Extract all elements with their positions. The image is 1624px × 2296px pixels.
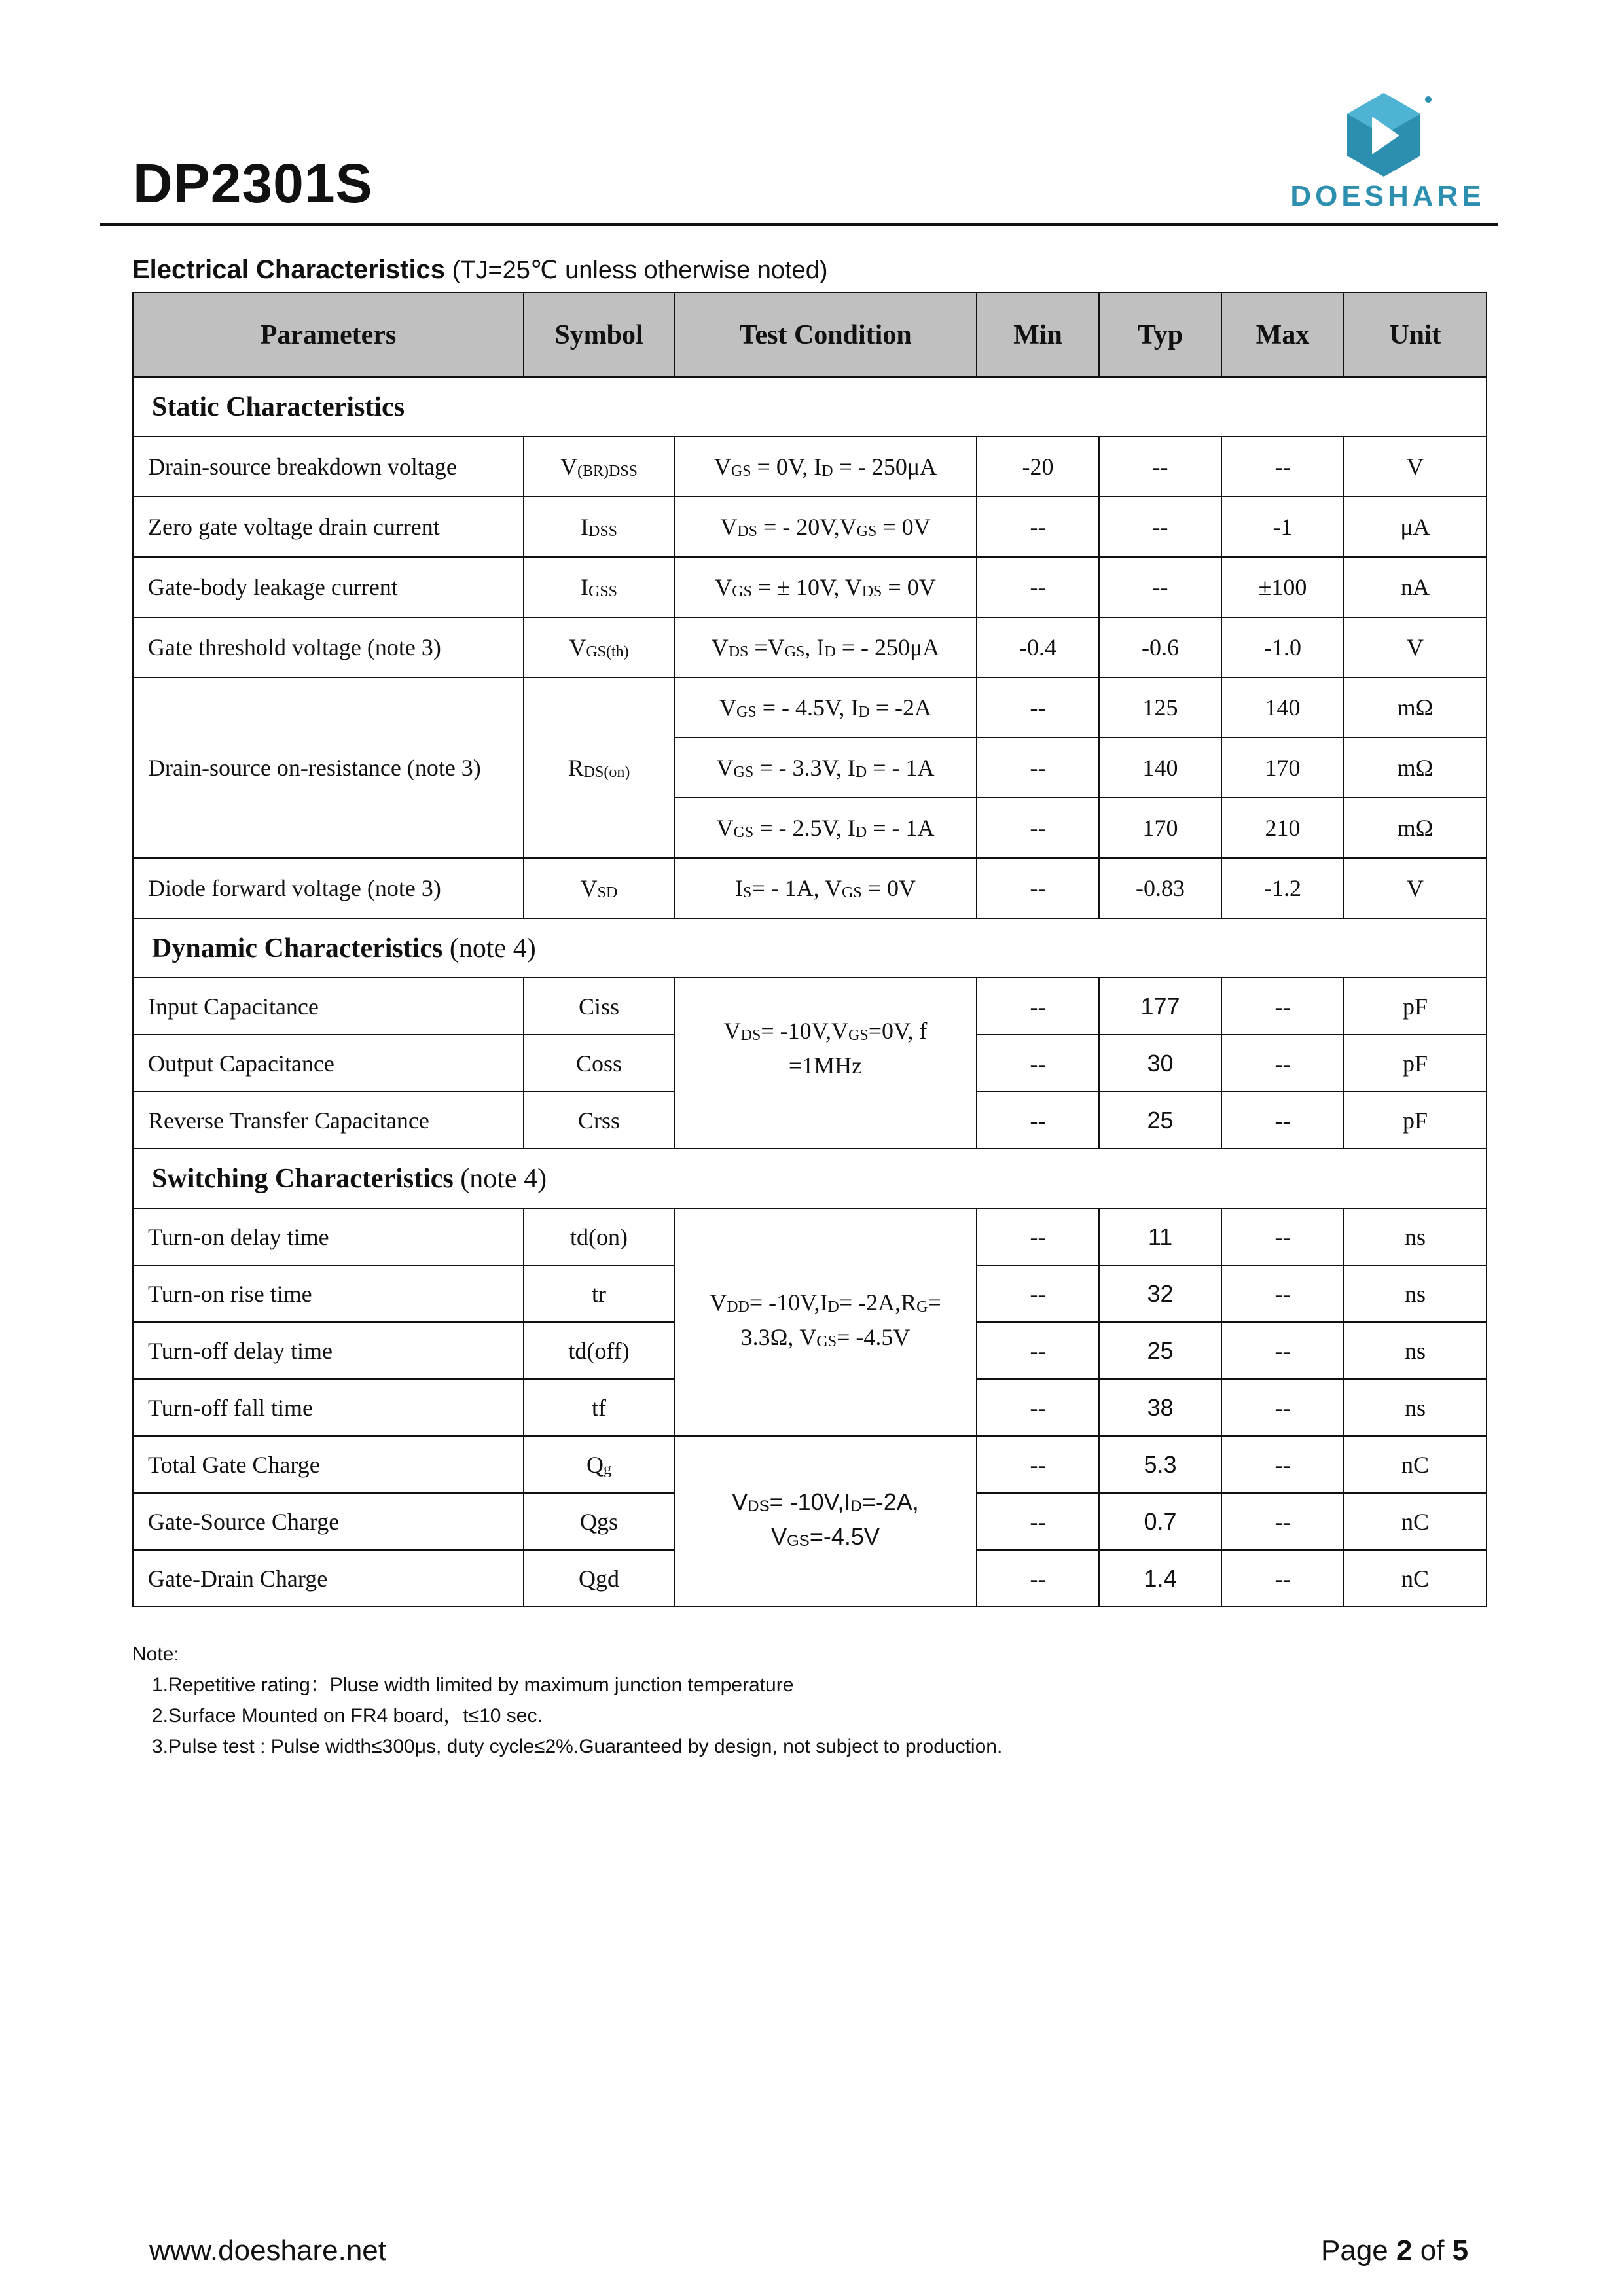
min-cell: -- (977, 497, 1099, 557)
section-row-switching (133, 1149, 1487, 1208)
param-cell: Gate-Source Charge (133, 1493, 524, 1550)
section-row-dynamic (133, 918, 1487, 978)
param-cell: Turn-off fall time (133, 1379, 524, 1436)
unit-cell: V (1344, 858, 1487, 918)
table-row (133, 1436, 1487, 1493)
max-cell: -1 (1221, 497, 1344, 557)
unit-cell: mΩ (1344, 798, 1487, 858)
unit-cell: nC (1344, 1550, 1487, 1607)
typ-cell: 0.7 (1099, 1493, 1221, 1550)
table-row (133, 437, 1487, 497)
typ-cell: 25 (1099, 1092, 1221, 1149)
header-parameters: Parameters (133, 293, 524, 377)
condition-cell: $V_{DS} =V_{GS}$, $I_D$ = - 250μA (674, 617, 977, 677)
symbol-cell: $Q_g$ (524, 1436, 674, 1493)
dynamic-title: Dynamic Characteristics (152, 933, 443, 963)
unit-cell: V (1344, 617, 1487, 677)
notes-title: Note: (132, 1643, 179, 1665)
unit-cell: pF (1344, 978, 1487, 1035)
symbol-cell: $I_{DSS}$ (524, 497, 674, 557)
condition-cell: $V_{GS}$ = ± 10V, $V_{DS} = 0V$ (674, 557, 977, 617)
section-condition: (TJ=25℃ unless otherwise noted) (452, 257, 828, 284)
condition-cell: $V_{GS}$ = - 4.5V, $I_D = -2A$ (674, 677, 977, 738)
condition-cell: $V_{DS}$ = - $20V,V_{GS} = 0V$ (674, 497, 977, 557)
typ-cell: 125 (1099, 677, 1221, 738)
header-unit: Unit (1344, 293, 1487, 377)
table-row (133, 978, 1487, 1035)
header-typ: Typ (1099, 293, 1221, 377)
typ-cell: 38 (1099, 1379, 1221, 1436)
section-title: Electrical Characteristics (132, 255, 446, 284)
static-title: Static Characteristics (152, 391, 405, 422)
condition-cell: $V_{GS} = 0V$, $I_D$ = - 250μA (674, 437, 977, 497)
table-row (133, 617, 1487, 677)
max-cell: -- (1221, 1092, 1344, 1149)
footer-website-link[interactable]: www.doeshare.net (149, 2234, 386, 2267)
min-cell: -- (977, 1379, 1099, 1436)
param-cell: Turn-on rise time (133, 1265, 524, 1322)
max-cell: -- (1221, 978, 1344, 1035)
unit-cell: V (1344, 437, 1487, 497)
max-cell: ±100 (1221, 557, 1344, 617)
unit-cell: nC (1344, 1493, 1487, 1550)
symbol-cell: $V_{GS(th)}$ (524, 617, 674, 677)
min-cell: -- (977, 738, 1099, 798)
typ-cell: 177 (1099, 978, 1221, 1035)
header-symbol: Symbol (524, 293, 674, 377)
max-cell: -1.0 (1221, 617, 1344, 677)
table-row (133, 1208, 1487, 1265)
symbol-cell: tr (524, 1265, 674, 1322)
page-current: 2 (1396, 2234, 1413, 2267)
doeshare-logo-icon (1342, 90, 1434, 182)
unit-cell: nA (1344, 557, 1487, 617)
typ-cell: 32 (1099, 1265, 1221, 1322)
param-cell: Turn-on delay time (133, 1208, 524, 1265)
symbol-cell: td(off) (524, 1322, 674, 1379)
typ-cell: 25 (1099, 1322, 1221, 1379)
notes-block (132, 1639, 1002, 1762)
typ-cell: 11 (1099, 1208, 1221, 1265)
min-cell: -- (977, 1092, 1099, 1149)
unit-cell: pF (1344, 1092, 1487, 1149)
min-cell: -- (977, 1322, 1099, 1379)
header-max: Max (1221, 293, 1344, 377)
max-cell: -- (1221, 1265, 1344, 1322)
note-item: 1.Repetitive rating：Pluse width limited by maximum junction temperature (152, 1674, 794, 1696)
symbol-cell: $V_{(BR)DSS}$ (524, 437, 674, 497)
min-cell: -- (977, 557, 1099, 617)
min-cell: -- (977, 1208, 1099, 1265)
param-cell: Gate-body leakage current (133, 557, 524, 617)
param-cell: Output Capacitance (133, 1035, 524, 1092)
page-of: of (1420, 2234, 1445, 2267)
symbol-cell: $I_{GSS}$ (524, 557, 674, 617)
max-cell: 170 (1221, 738, 1344, 798)
min-cell: -- (977, 858, 1099, 918)
footer-page-number (1321, 2234, 1468, 2267)
min-cell: -- (977, 1265, 1099, 1322)
typ-cell: 1.4 (1099, 1550, 1221, 1607)
min-cell: -- (977, 677, 1099, 738)
min-cell: -- (977, 1550, 1099, 1607)
typ-cell: 170 (1099, 798, 1221, 858)
table-header-row (133, 293, 1487, 377)
min-cell: -- (977, 1436, 1099, 1493)
electrical-characteristics-table (132, 292, 1487, 1607)
condition-cell: $V_{DS}= -10V,V_{GS}=0V$, f =1MHz (674, 978, 977, 1149)
max-cell: -- (1221, 437, 1344, 497)
unit-cell: mΩ (1344, 738, 1487, 798)
brand-name: DOESHARE (1290, 180, 1485, 212)
symbol-cell: $R_{DS(on)}$ (524, 677, 674, 858)
unit-cell: ns (1344, 1322, 1487, 1379)
unit-cell: ns (1344, 1379, 1487, 1436)
dynamic-note: (note 4) (449, 933, 536, 963)
switching-note: (note 4) (460, 1163, 547, 1194)
symbol-cell: $V_{SD}$ (524, 858, 674, 918)
table-row (133, 858, 1487, 918)
symbol-cell: Qgd (524, 1550, 674, 1607)
typ-cell: -0.6 (1099, 617, 1221, 677)
param-cell: Diode forward voltage (note 3) (133, 858, 524, 918)
max-cell: -- (1221, 1208, 1344, 1265)
param-cell: Turn-off delay time (133, 1322, 524, 1379)
param-cell: Drain-source breakdown voltage (133, 437, 524, 497)
max-cell: -- (1221, 1493, 1344, 1550)
min-cell: -0.4 (977, 617, 1099, 677)
switching-title: Switching Characteristics (152, 1163, 454, 1194)
unit-cell: nC (1344, 1436, 1487, 1493)
max-cell: -- (1221, 1379, 1344, 1436)
header-divider (100, 223, 1498, 226)
symbol-cell: Qgs (524, 1493, 674, 1550)
max-cell: -- (1221, 1550, 1344, 1607)
page-label: Page (1321, 2234, 1388, 2267)
brand-logo (1276, 85, 1499, 216)
condition-cell: $V_{DS}= -10V,I_D=-2A$, $V_{GS}=-4.5V$ (674, 1436, 977, 1607)
param-cell: Gate threshold voltage (note 3) (133, 617, 524, 677)
typ-cell: 140 (1099, 738, 1221, 798)
condition-cell: $V_{DD}= -10V,I_D= -2A,R_G=$ 3.3Ω, $V_{GS}= -4.5V$ (674, 1208, 977, 1436)
unit-cell: ns (1344, 1208, 1487, 1265)
param-cell: Reverse Transfer Capacitance (133, 1092, 524, 1149)
symbol-cell: Crss (524, 1092, 674, 1149)
max-cell: -- (1221, 1322, 1344, 1379)
header-min: Min (977, 293, 1099, 377)
max-cell: -1.2 (1221, 858, 1344, 918)
note-item: 3.Pulse test : Pulse width≤300μs, duty cycle≤2%.Guaranteed by design, not subject to production. (152, 1736, 1003, 1757)
max-cell: -- (1221, 1436, 1344, 1493)
typ-cell: -- (1099, 437, 1221, 497)
typ-cell: -0.83 (1099, 858, 1221, 918)
param-cell: Total Gate Charge (133, 1436, 524, 1493)
symbol-cell: Ciss (524, 978, 674, 1035)
typ-cell: 30 (1099, 1035, 1221, 1092)
symbol-cell: Coss (524, 1035, 674, 1092)
condition-cell: $I_S= - 1A$, $V_{GS} = 0V$ (674, 858, 977, 918)
typ-cell: -- (1099, 557, 1221, 617)
typ-cell: -- (1099, 497, 1221, 557)
param-cell: Zero gate voltage drain current (133, 497, 524, 557)
min-cell: -20 (977, 437, 1099, 497)
section-heading (132, 255, 828, 285)
min-cell: -- (977, 1035, 1099, 1092)
min-cell: -- (977, 1493, 1099, 1550)
condition-cell: $V_{GS}$ = - 3.3V, $I_D$ = - 1A (674, 738, 977, 798)
min-cell: -- (977, 978, 1099, 1035)
header-test-condition: Test Condition (674, 293, 977, 377)
max-cell: 210 (1221, 798, 1344, 858)
document-title: DP2301S (133, 152, 373, 214)
table-row (133, 557, 1487, 617)
unit-cell: pF (1344, 1035, 1487, 1092)
max-cell: 140 (1221, 677, 1344, 738)
param-cell: Input Capacitance (133, 978, 524, 1035)
unit-cell: ns (1344, 1265, 1487, 1322)
symbol-cell: tf (524, 1379, 674, 1436)
param-cell: Drain-source on-resistance (note 3) (133, 677, 524, 858)
note-item: 2.Surface Mounted on FR4 board，t≤10 sec. (152, 1705, 543, 1727)
condition-cell: $V_{GS}$ = - 2.5V, $I_D$ = - 1A (674, 798, 977, 858)
section-row-static (133, 377, 1487, 437)
max-cell: -- (1221, 1035, 1344, 1092)
unit-cell: μA (1344, 497, 1487, 557)
table-row (133, 497, 1487, 557)
typ-cell: 5.3 (1099, 1436, 1221, 1493)
table-row (133, 677, 1487, 738)
min-cell: -- (977, 798, 1099, 858)
unit-cell: mΩ (1344, 677, 1487, 738)
page-total: 5 (1452, 2234, 1469, 2267)
symbol-cell: td(on) (524, 1208, 674, 1265)
param-cell: Gate-Drain Charge (133, 1550, 524, 1607)
